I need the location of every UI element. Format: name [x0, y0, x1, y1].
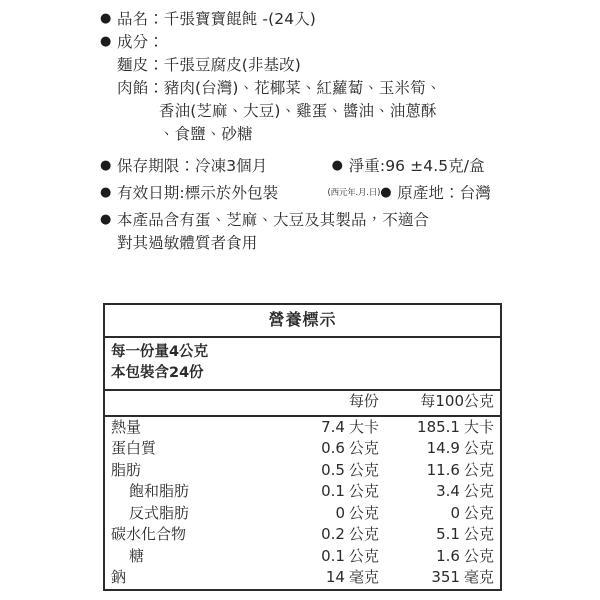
expiry-and-origin-line: [100, 182, 540, 204]
per-100g-value-cell: [391, 481, 500, 503]
bullet-icon: ●: [380, 185, 392, 200]
serving-size-text: 每一份量4公克: [111, 344, 209, 360]
table-row: [105, 460, 500, 482]
net-weight-text: 淨重:96 ±4.5克/盒: [348, 157, 485, 175]
bullet-icon: ●: [100, 11, 112, 26]
expiry-format-note: (西元年.月.日): [327, 188, 381, 198]
per-serving-number: 0.1: [321, 546, 345, 565]
per-100g-number: 11.6: [426, 460, 460, 479]
per-100g-value-cell: [391, 460, 500, 482]
bullet-spacer: [100, 54, 117, 76]
storage-text: 保存期限：冷凍3個月: [117, 157, 268, 175]
bullet-spacer: [100, 123, 117, 145]
expiry-text: 有效日期:標示於外包裝: [117, 184, 279, 202]
wrapper-ingredient-text: 麵皮：千張豆腐皮(非基改): [117, 56, 301, 74]
table-row: [105, 481, 500, 503]
product-name-text: 品名：千張寶寶餛飩 -(24入): [117, 10, 316, 28]
allergen-warning-text: 本產品含有蛋、芝麻、大豆及其製品，不適合: [117, 211, 430, 229]
nutrient-table-head: [105, 391, 500, 416]
per-serving-unit: 公克: [348, 482, 379, 500]
column-header-nutrient: [105, 391, 281, 416]
bullet-icon: ●: [100, 212, 112, 227]
per-serving-value-cell: [281, 481, 391, 503]
per-serving-value-cell: [281, 460, 391, 482]
per-100g-number: 1.6: [436, 546, 460, 565]
per-100g-value-cell: [391, 546, 500, 568]
bullet-icon: ●: [100, 185, 112, 200]
origin-text: 原產地：台灣: [397, 184, 491, 202]
per-100g-value-cell: [391, 567, 500, 589]
per-serving-unit: 公克: [348, 439, 379, 457]
per-100g-unit: 公克: [463, 503, 494, 522]
column-header-per-serving: 每份: [348, 392, 379, 410]
nutrient-name-cell: 飽和脂肪: [129, 482, 190, 500]
wrapper-ingredient-line: [100, 54, 540, 76]
per-serving-unit: 公克: [348, 525, 379, 543]
per-100g-unit: 公克: [463, 525, 494, 543]
per-serving-number: 7.4: [321, 417, 345, 436]
per-serving-unit: 大卡: [348, 417, 379, 436]
per-100g-number: 185.1: [417, 417, 460, 436]
filling-ingredient-text-2: 香油(芝麻、大豆)、雞蛋、醬油、油蔥酥: [159, 102, 437, 120]
nutrient-name-cell: 蛋白質: [111, 439, 157, 457]
per-100g-value-cell: [391, 416, 500, 439]
storage-and-weight-line: [100, 155, 540, 177]
per-100g-value-cell: [391, 524, 500, 546]
nutrient-name-cell: 糖: [129, 546, 145, 565]
nutrient-name-cell: 碳水化合物: [111, 525, 187, 543]
per-100g-number: 0: [450, 503, 460, 522]
serving-information: [105, 338, 500, 391]
nutrient-name-cell: 反式脂肪: [129, 503, 190, 522]
table-row: [105, 416, 500, 439]
product-name-line: [100, 8, 540, 30]
table-row: [105, 503, 500, 525]
per-100g-unit: 毫克: [463, 568, 494, 586]
allergen-warning-text-2: 對其過敏體質者食用: [117, 234, 258, 252]
nutrient-table-body: [105, 416, 500, 589]
per-100g-unit: 大卡: [463, 417, 494, 436]
filling-ingredient-line: [100, 77, 540, 99]
filling-ingredient-line-3: [100, 123, 540, 145]
per-serving-number: 0.2: [321, 525, 345, 543]
ingredients-heading-line: [100, 31, 540, 53]
per-100g-unit: 公克: [463, 439, 494, 457]
per-serving-value-cell: [281, 503, 391, 525]
per-100g-value-cell: [391, 503, 500, 525]
per-serving-unit: 公克: [348, 503, 379, 522]
nutrient-name-cell: 鈉: [111, 568, 127, 586]
nutrition-table-title: 營養標示: [105, 305, 500, 338]
bullet-spacer: [100, 100, 117, 122]
section-spacer: [100, 146, 540, 155]
per-serving-value-cell: [281, 524, 391, 546]
bullet-icon: ●: [100, 158, 112, 173]
nutrient-name-cell: 脂肪: [111, 460, 142, 479]
table-row: [105, 567, 500, 589]
per-100g-number: 5.1: [436, 525, 460, 543]
per-100g-unit: 公克: [463, 546, 494, 565]
ingredients-heading-text: 成分：: [117, 33, 164, 51]
column-header-per-100g: 每100公克: [420, 392, 494, 410]
per-100g-unit: 公克: [463, 460, 494, 479]
per-serving-value-cell: [281, 546, 391, 568]
filling-ingredient-line-2: [100, 100, 540, 122]
filling-ingredient-text: 肉餡：豬肉(台灣)、花椰菜、紅蘿蔔、玉米筍、: [117, 79, 442, 97]
bullet-icon: ●: [100, 34, 112, 49]
table-row: [105, 524, 500, 546]
per-serving-value-cell: [281, 438, 391, 460]
per-100g-unit: 公克: [463, 482, 494, 500]
per-serving-value-cell: [281, 567, 391, 589]
per-serving-unit: 公克: [348, 546, 379, 565]
per-serving-number: 0.6: [321, 439, 345, 457]
bullet-spacer: [100, 77, 117, 99]
table-row: [105, 546, 500, 568]
nutrient-values-table: [105, 391, 500, 589]
per-100g-number: 14.9: [426, 439, 460, 457]
per-serving-number: 14: [325, 568, 345, 586]
per-serving-number: 0: [335, 503, 345, 522]
per-100g-number: 351: [431, 568, 460, 586]
per-serving-number: 0.1: [321, 482, 345, 500]
per-serving-unit: 毫克: [348, 568, 379, 586]
per-100g-value-cell: [391, 438, 500, 460]
per-serving-value-cell: [281, 416, 391, 439]
table-header-row: [105, 391, 500, 416]
per-serving-number: 0.5: [321, 460, 345, 479]
allergen-warning-line: [100, 209, 540, 231]
per-100g-number: 3.4: [436, 482, 460, 500]
nutrient-name-cell: 熱量: [111, 417, 142, 436]
per-serving-unit: 公克: [348, 460, 379, 479]
declaration-block: [100, 8, 540, 255]
bullet-spacer: [100, 232, 117, 254]
filling-ingredient-text-3: 、食鹽、砂糖: [159, 125, 253, 143]
servings-per-package-text: 本包裝含24份: [111, 365, 204, 381]
table-row: [105, 438, 500, 460]
nutrition-facts-table: [103, 303, 502, 591]
bullet-icon: ●: [331, 158, 344, 173]
allergen-warning-line-2: [100, 232, 540, 254]
